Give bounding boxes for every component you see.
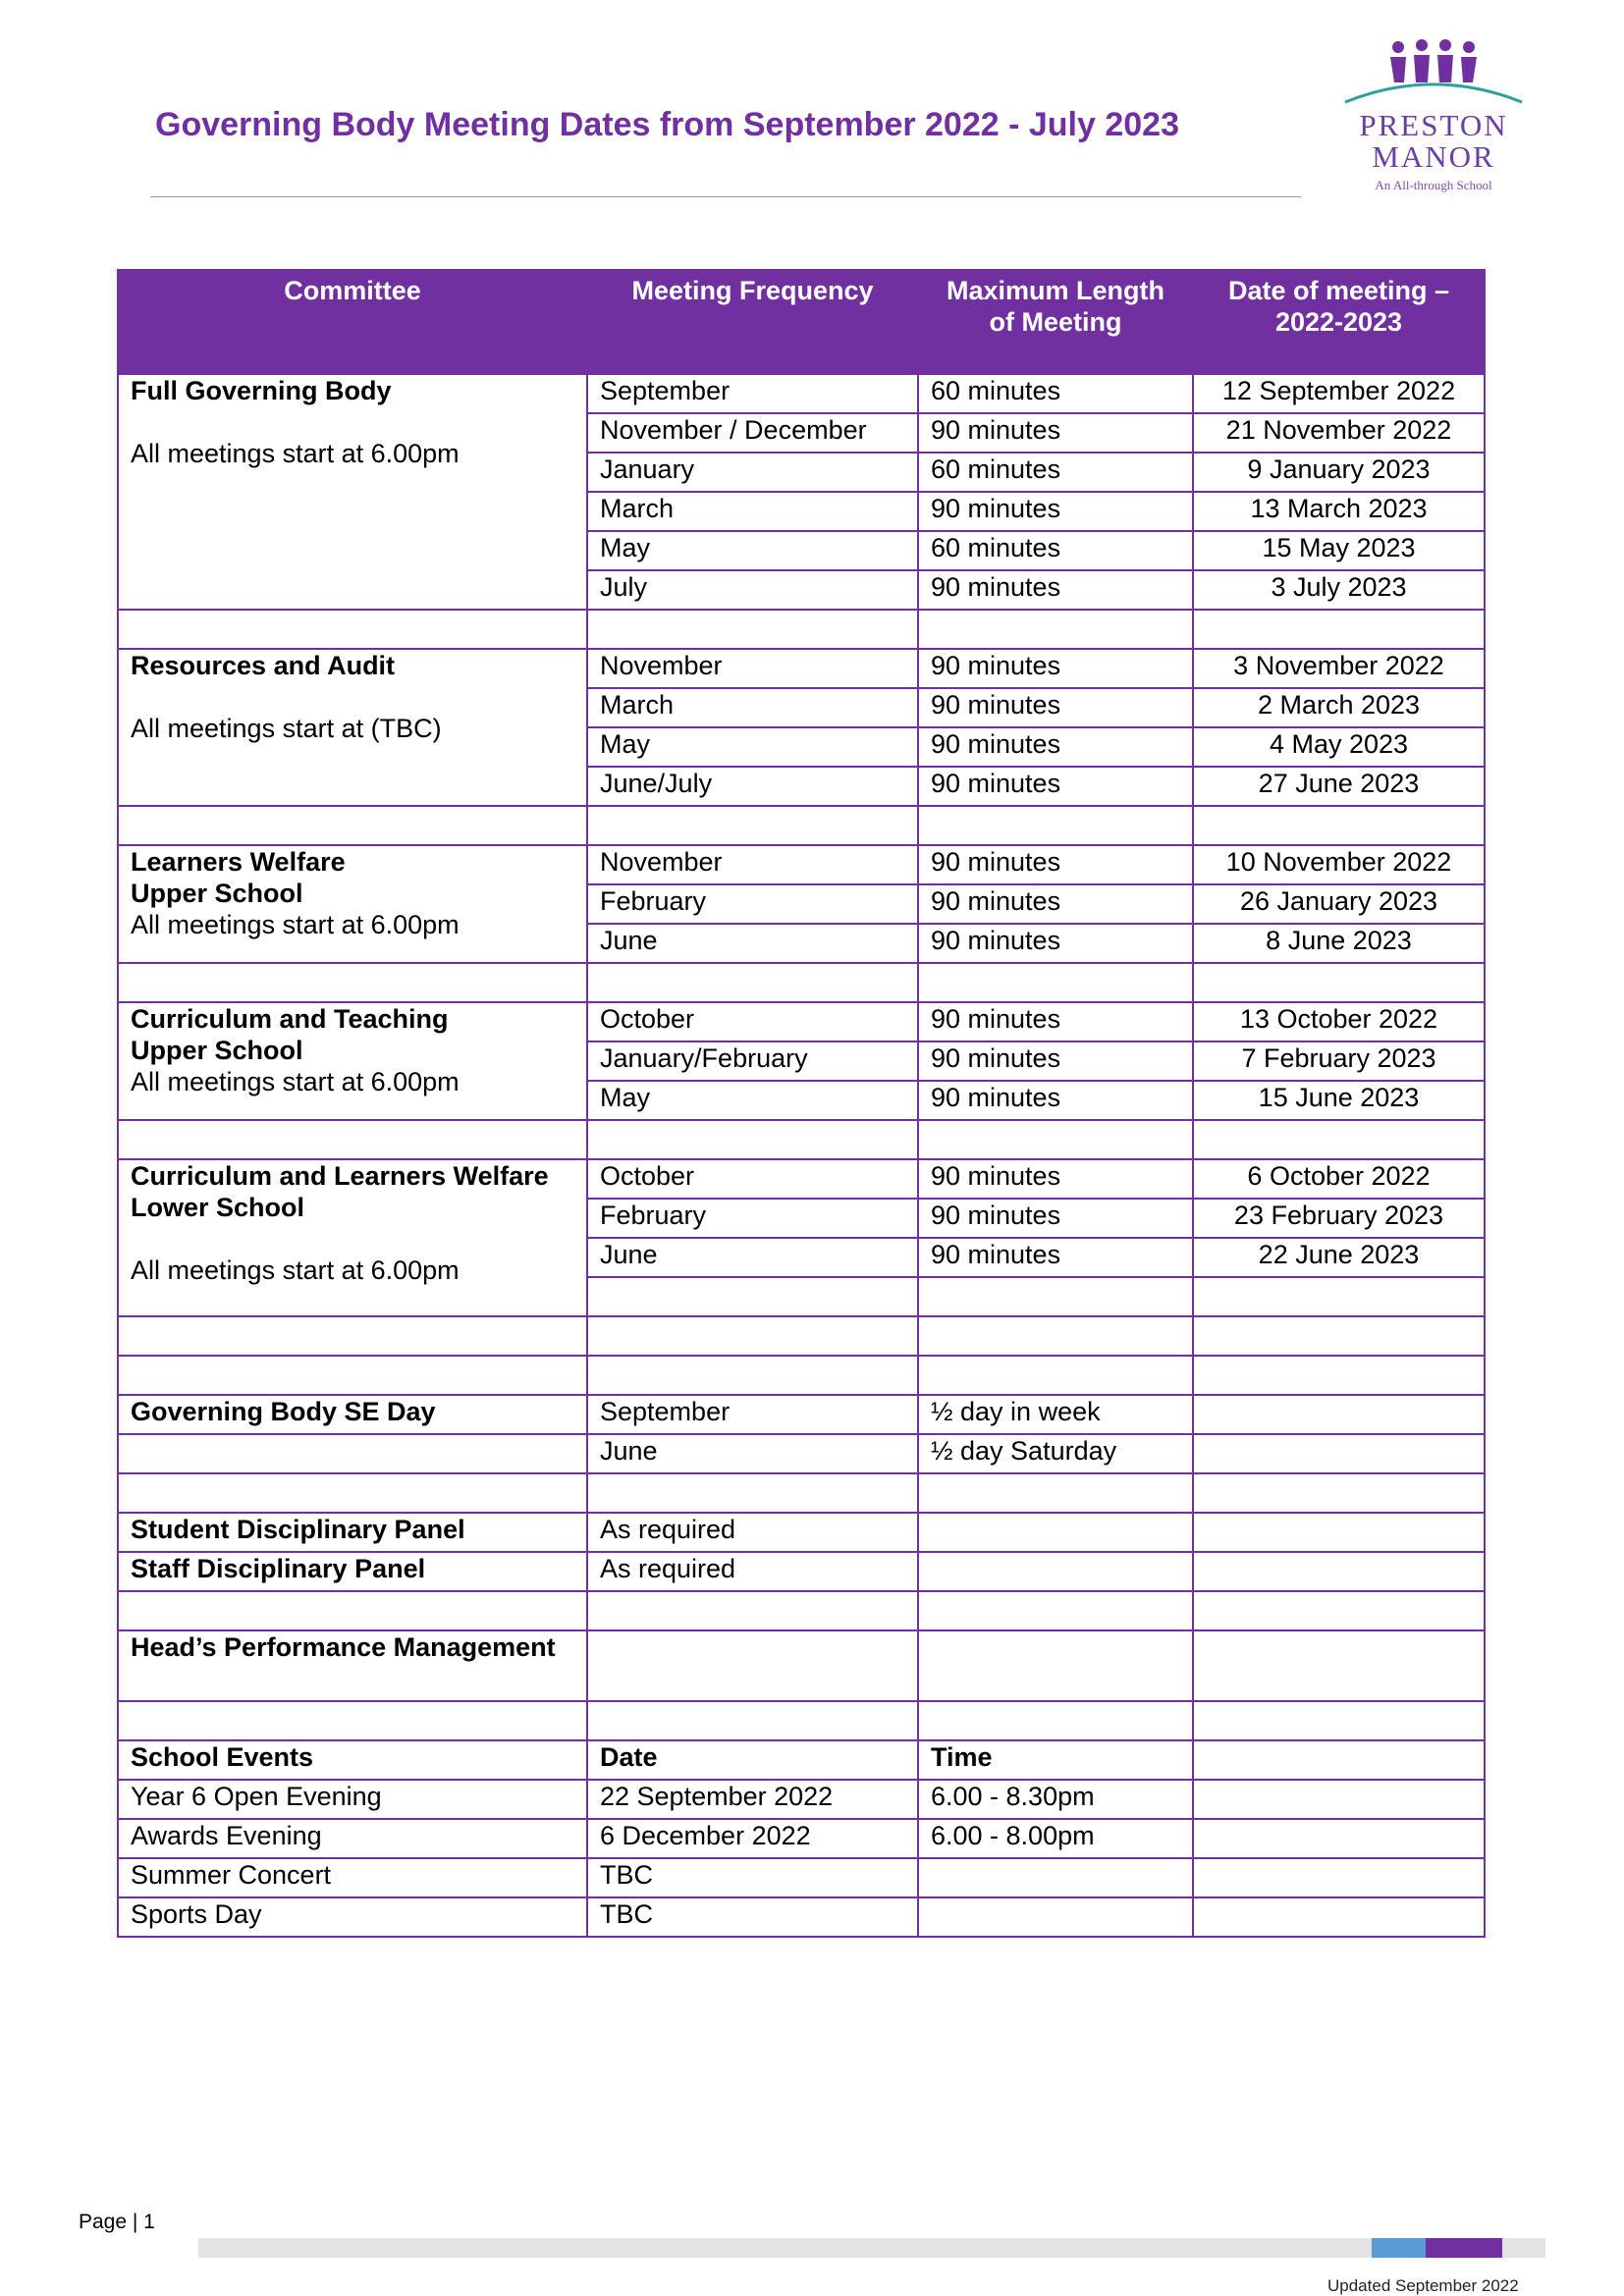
event-time xyxy=(918,1897,1193,1937)
spacer-row xyxy=(118,1473,1485,1513)
event-name: Awards Evening xyxy=(118,1819,587,1858)
meeting-date: 13 October 2022 xyxy=(1193,1002,1485,1041)
meeting-frequency: October xyxy=(587,1159,918,1199)
meeting-frequency: June xyxy=(587,1434,918,1473)
committee-name: Learners Welfare xyxy=(131,847,346,877)
meeting-length: 90 minutes xyxy=(918,727,1193,767)
spacer-row xyxy=(118,1591,1485,1630)
meeting-date: 6 October 2022 xyxy=(1193,1159,1485,1199)
event-name: Year 6 Open Evening xyxy=(118,1780,587,1819)
committee-note: All meetings start at (TBC) xyxy=(131,714,442,743)
meeting-frequency: June xyxy=(587,1238,918,1277)
meeting-date: 3 July 2023 xyxy=(1193,570,1485,610)
meeting-length: 90 minutes xyxy=(918,1081,1193,1120)
meeting-frequency: March xyxy=(587,492,918,531)
table-row xyxy=(118,1552,1485,1591)
meeting-date: 4 May 2023 xyxy=(1193,727,1485,767)
page-number: Page | 1 xyxy=(79,2211,155,2233)
table-row xyxy=(118,1780,1485,1819)
event-date: 6 December 2022 xyxy=(587,1819,918,1858)
spacer-row xyxy=(118,1120,1485,1159)
event-date: TBC xyxy=(587,1858,918,1897)
meeting-length: 90 minutes xyxy=(918,924,1193,963)
meeting-frequency: September xyxy=(587,374,918,413)
school-logo xyxy=(1335,37,1532,199)
updated-note: Updated September 2022 xyxy=(1327,2276,1519,2295)
meeting-date: 13 March 2023 xyxy=(1193,492,1485,531)
document-title: Governing Body Meeting Dates from September 2022 - July 2023 xyxy=(155,106,1179,143)
meeting-date: 12 September 2022 xyxy=(1193,374,1485,413)
table-row xyxy=(118,374,1485,413)
meeting-date: 15 June 2023 xyxy=(1193,1081,1485,1120)
meeting-frequency: As required xyxy=(587,1552,918,1591)
event-date: 22 September 2022 xyxy=(587,1780,918,1819)
meeting-date: 2 March 2023 xyxy=(1193,688,1485,727)
table-row xyxy=(118,1897,1485,1937)
meeting-length: ½ day in week xyxy=(918,1395,1193,1434)
meeting-date: 3 November 2022 xyxy=(1193,649,1485,688)
committee-resources-audit xyxy=(118,649,587,806)
committee-curriculum-learners-welfare xyxy=(118,1159,587,1316)
event-time: 6.00 - 8.00pm xyxy=(918,1819,1193,1858)
meeting-frequency: June/July xyxy=(587,767,918,806)
event-name: Sports Day xyxy=(118,1897,587,1937)
committee-empty xyxy=(118,1434,587,1473)
events-header-date: Date xyxy=(587,1740,918,1780)
table-row xyxy=(118,1395,1485,1434)
committee-name: Full Governing Body xyxy=(131,376,392,405)
meeting-length: 60 minutes xyxy=(918,453,1193,492)
committee-note: All meetings start at 6.00pm xyxy=(131,910,460,939)
spacer-row xyxy=(118,1701,1485,1740)
table-header-row xyxy=(118,270,1485,374)
table-row xyxy=(118,1819,1485,1858)
title-divider xyxy=(150,196,1301,197)
table-row xyxy=(118,1858,1485,1897)
meeting-schedule-table xyxy=(117,269,1486,1938)
meeting-date: 26 January 2023 xyxy=(1193,884,1485,924)
meeting-date: 15 May 2023 xyxy=(1193,531,1485,570)
meeting-frequency: September xyxy=(587,1395,918,1434)
committee-se-day: Governing Body SE Day xyxy=(118,1395,587,1434)
events-header-row xyxy=(118,1740,1485,1780)
meeting-frequency: November / December xyxy=(587,413,918,453)
table-row xyxy=(118,845,1485,884)
footer-bar xyxy=(198,2238,1545,2258)
meeting-length: 90 minutes xyxy=(918,570,1193,610)
meeting-frequency: November xyxy=(587,649,918,688)
event-time: 6.00 - 8.30pm xyxy=(918,1780,1193,1819)
event-name: Summer Concert xyxy=(118,1858,587,1897)
meeting-date: 7 February 2023 xyxy=(1193,1041,1485,1081)
meeting-date: 23 February 2023 xyxy=(1193,1199,1485,1238)
meeting-date: 9 January 2023 xyxy=(1193,453,1485,492)
spacer-row xyxy=(118,806,1485,845)
meeting-length: 90 minutes xyxy=(918,688,1193,727)
meeting-date xyxy=(1193,1395,1485,1434)
spacer-row xyxy=(118,610,1485,649)
meeting-date: 8 June 2023 xyxy=(1193,924,1485,963)
meeting-date: 22 June 2023 xyxy=(1193,1238,1485,1277)
meeting-length: 90 minutes xyxy=(918,1238,1193,1277)
table-row xyxy=(118,1002,1485,1041)
meeting-length: 90 minutes xyxy=(918,767,1193,806)
meeting-frequency: March xyxy=(587,688,918,727)
meeting-length: 90 minutes xyxy=(918,413,1193,453)
table-row xyxy=(118,1630,1485,1701)
meeting-frequency: February xyxy=(587,884,918,924)
spacer-row xyxy=(118,1356,1485,1395)
committee-student-disciplinary: Student Disciplinary Panel xyxy=(118,1513,587,1552)
meeting-length: 90 minutes xyxy=(918,492,1193,531)
meeting-frequency: February xyxy=(587,1199,918,1238)
committee-name: Resources and Audit xyxy=(131,651,396,680)
meeting-length: 60 minutes xyxy=(918,374,1193,413)
meeting-frequency: May xyxy=(587,1081,918,1120)
crowns-icon xyxy=(1335,37,1532,104)
logo-line-preston: PRESTON xyxy=(1359,108,1508,142)
meeting-date xyxy=(1193,1434,1485,1473)
meeting-length: 90 minutes xyxy=(918,845,1193,884)
meeting-length: 90 minutes xyxy=(918,1199,1193,1238)
meeting-length: 60 minutes xyxy=(918,531,1193,570)
committee-note: All meetings start at 6.00pm xyxy=(131,1067,460,1096)
logo-line-manor: MANOR xyxy=(1372,139,1495,174)
committee-full-governing-body xyxy=(118,374,587,610)
table-row xyxy=(118,649,1485,688)
meeting-frequency: November xyxy=(587,845,918,884)
table-row xyxy=(118,1159,1485,1199)
meeting-length: 90 minutes xyxy=(918,1041,1193,1081)
header-max-length: Maximum Length of Meeting xyxy=(918,270,1193,374)
committee-heads-performance: Head’s Performance Management xyxy=(118,1630,587,1701)
meeting-date: 10 November 2022 xyxy=(1193,845,1485,884)
meeting-length: 90 minutes xyxy=(918,1002,1193,1041)
meeting-frequency: July xyxy=(587,570,918,610)
event-time xyxy=(918,1858,1193,1897)
meeting-frequency: May xyxy=(587,727,918,767)
header-committee: Committee xyxy=(118,270,587,374)
committee-curriculum-teaching xyxy=(118,1002,587,1120)
event-date: TBC xyxy=(587,1897,918,1937)
header-date: Date of meeting – 2022-2023 xyxy=(1193,270,1485,374)
footer-bar-purple-segment xyxy=(1426,2238,1502,2258)
meeting-date: 27 June 2023 xyxy=(1193,767,1485,806)
meeting-length: 90 minutes xyxy=(918,1159,1193,1199)
committee-staff-disciplinary: Staff Disciplinary Panel xyxy=(118,1552,587,1591)
meeting-frequency: As required xyxy=(587,1513,918,1552)
events-header-name: School Events xyxy=(118,1740,587,1780)
committee-subname: Lower School xyxy=(131,1193,305,1222)
committee-subname: Upper School xyxy=(131,1036,303,1065)
meeting-frequency: January/February xyxy=(587,1041,918,1081)
meeting-length: 90 minutes xyxy=(918,884,1193,924)
meeting-length: 90 minutes xyxy=(918,649,1193,688)
events-header-time: Time xyxy=(918,1740,1193,1780)
logo-tagline: An All-through School xyxy=(1375,178,1492,192)
spacer-row xyxy=(118,1316,1485,1356)
spacer-row xyxy=(118,963,1485,1002)
footer-bar-blue-segment xyxy=(1372,2238,1426,2258)
committee-note: All meetings start at 6.00pm xyxy=(131,439,460,468)
meeting-date: 21 November 2022 xyxy=(1193,413,1485,453)
meeting-frequency: January xyxy=(587,453,918,492)
table-row xyxy=(118,1434,1485,1473)
meeting-frequency: May xyxy=(587,531,918,570)
table-row xyxy=(118,1513,1485,1552)
header-frequency: Meeting Frequency xyxy=(587,270,918,374)
committee-name: Curriculum and Teaching xyxy=(131,1004,449,1034)
committee-name: Curriculum and Learners Welfare xyxy=(131,1161,549,1191)
committee-learners-welfare xyxy=(118,845,587,963)
committee-subname: Upper School xyxy=(131,879,303,908)
committee-note: All meetings start at 6.00pm xyxy=(131,1255,460,1285)
meeting-frequency: June xyxy=(587,924,918,963)
meeting-length: ½ day Saturday xyxy=(918,1434,1193,1473)
meeting-frequency: October xyxy=(587,1002,918,1041)
